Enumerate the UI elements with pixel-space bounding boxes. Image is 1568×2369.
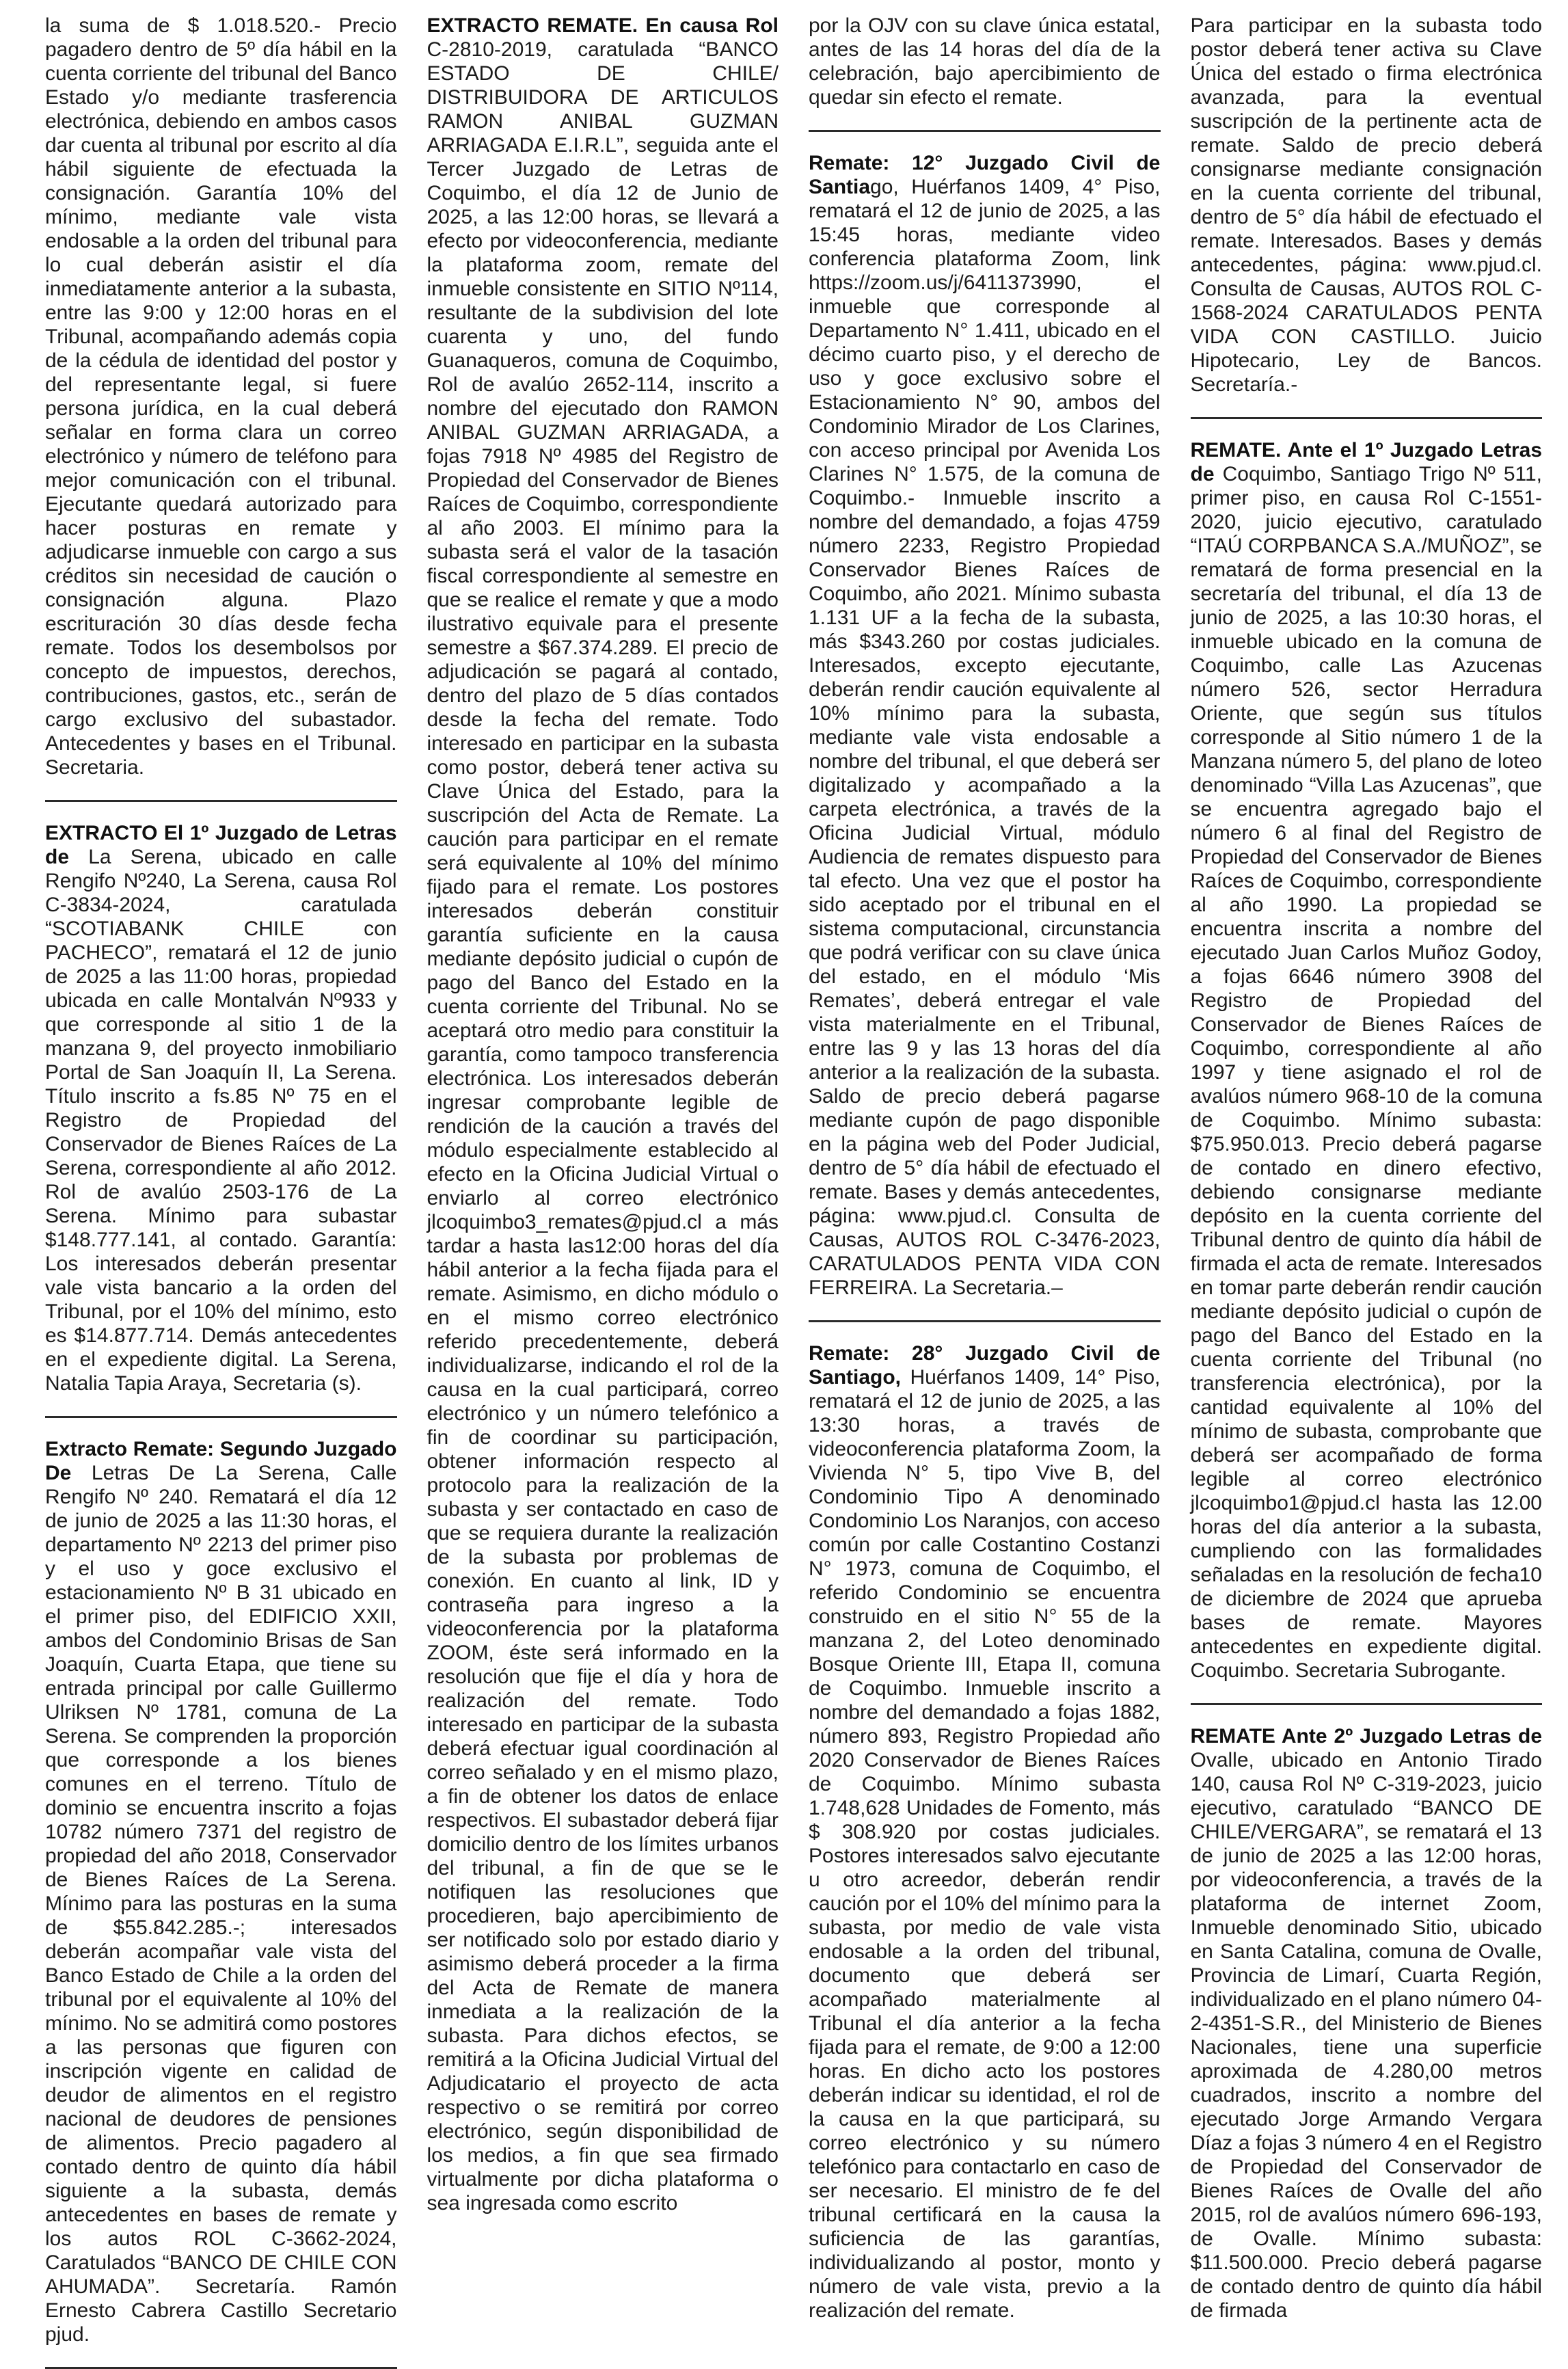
column-1 xyxy=(45,14,397,2346)
notice-heading: Remate: 12° Juzgado Civil de Santia xyxy=(809,152,1161,198)
notice-heading: EXTRACTO El 1º Juzgado de Letras de xyxy=(45,822,397,868)
notice-continuation xyxy=(809,14,1161,109)
notice-body: Coquimbo, Santiago Trigo Nº 511, primer piso, en causa Rol C-1551-2020, juicio ejecutivo, caratulado “ITAÚ CORPBANCA S.A./MUÑOZ”, se rematará de forma presencial en la secretaría del tribunal, el día 13 de junio de 2025, a las 10:30 horas, el inmueble ubicado en la comuna de Coquimbo, calle Las Azucenas número 526, sector Herradura Oriente, que según sus títulos corresponde al Sitio número 1 de la Manzana número 5, del plano de loteo denominado “Villa Las Azucenas”, que se encuentra agregado bajo el número 6 al final del Registro de Propiedad del Conservador de Bienes Raíces de Coquimbo, correspondiente al año 1990. La propiedad se encuentra inscrita a nombre del ejecutado Juan Carlos Muñoz Godoy, a fojas 6646 número 3908 del Registro de Propiedad del Conservador de Bienes Raíces de Coquimbo, correspondiente al año 1997 y tiene asignado el rol de avalúos número 968-10 de la comuna de Coquimbo. Mínimo subasta: $75.950.013. Precio deberá pagarse de contado en dinero efectivo, debiendo consignarse mediante depósito en la cuenta corriente del Tribunal dentro de quinto día hábil de firmada el acta de remate. Interesados en tomar parte deberán rendir caución mediante depósito judicial o cupón de pago del Banco del Estado en la cuenta corriente del Tribunal (no transferencia electrónica), por la cantidad equivalente al 10% del mínimo de subasta, comprobante que deberá ser acompañado de forma legible al correo electrónico jlcoquimbo1@pjud.cl hasta las 12.00 horas del día anterior a la subasta, cumpliendo con las formalidades señaladas en la resolución de fecha10 de diciembre de 2024 que aprueba bases de remate. Mayores antecedentes en expediente digital. Coquimbo. Secretaria Subrogante. xyxy=(1190,463,1542,1682)
notice-coquimbo-3 xyxy=(427,14,779,2215)
notice-body: Para participar en la subasta todo postor deberá tener activa su Clave Única del estado o firma electrónica avanzada, para la eventual suscripción de la pertinente acta de remate. Saldo de precio deberá consignarse mediante consignación en la cuenta corriente del tribunal, dentro de 5° día hábil de efectuado el remate. Interesados. Bases y demás antecedentes, página: www.pjud.cl. Consulta de Causas, AUTOS ROL C-1568-2024 CARATULADOS PENTA VIDA CON CASTILLO. Juicio Hipotecario, Ley de Bancos. Secretaría.- xyxy=(1190,14,1542,396)
notice-separator xyxy=(1191,1703,1543,1705)
notice-separator xyxy=(45,800,397,802)
notice-body: go, Huérfanos 1409, 4° Piso, rematará el 12 de junio de 2025, a las 15:45 horas, mediante video conferencia plataforma Zoom, link https://zoom.us/j/6411373990, el inmueble que corresponde al Departamento N° 1.411, ubicado en el décimo cuarto piso, y el derecho de uso y goce exclusivo sobre el Estacionamiento N° 90, ambos del Condominio Mirador de Los Clarines, con acceso principal por Avenida Los Clarines N° 1.575, de la comuna de Coquimbo.- Inmueble inscrito a nombre del demandado, a fojas 4759 número 2233, Registro Propiedad Conservador Bienes Raíces de Coquimbo, año 2021. Mínimo subasta 1.131 UF a la fecha de la subasta, más $343.260 por costas judiciales. Interesados, excepto ejecutante, deberán rendir caución equivalente al 10% mínimo para la subasta, mediante vale vista endosable a nombre del tribunal, el que deberá ser digitalizado y acompañado a la carpeta electrónica, a través de la Oficina Judicial Virtual, módulo Audiencia de remates dispuesto para tal efecto. Una vez que el postor ha sido aceptado por el tribunal en el sistema computacional, circunstancia que podrá verificar con su clave única del estado, en el módulo ‘Mis Remates’, deberá entregar el vale vista materialmente en el Tribunal, entre las 9 y las 13 horas del día anterior a la realización de la subasta. Saldo de precio deberá pagarse mediante cupón de pago disponible en la página web del Poder Judicial, dentro de 5° día hábil de efectuado el remate. Bases y demás antecedentes, página: www.pjud.cl. Consulta de Causas, AUTOS ROL C-3476-2023, CARATULADOS PENTA VIDA CON FERREIRA. La Secretaria.– xyxy=(809,176,1161,1299)
notice-heading: REMATE. Ante el 1º Juzgado Letras de xyxy=(1190,439,1542,485)
column-3 xyxy=(809,14,1161,2322)
notice-body: Huérfanos 1409, 14° Piso, rematará el 12 de junio de 2025, a las 13:30 horas, a través de videoconferencia plataforma Zoom, la Vivienda N° 5, tipo Vive B, del Condominio Tipo A denominado Condominio Los Naranjos, con acceso común por calle Costantino Costanzi N° 1973, comuna de Coquimbo, el referido Condominio se encuentra construido en el sitio N° 55 de la manzana 2, del Loteo denominado Bosque Oriente III, Etapa II, comuna de Coquimbo. Inmueble inscrito a nombre del demandado a fojas 1882, número 893, Registro Propiedad año 2020 Conservador de Bienes Raíces de Coquimbo. Mínimo subasta 1.748,628 Unidades de Fomento, más $ 308.920 por costas judiciales. Postores interesados salvo ejecutante u otro acreedor, deberán rendir caución por el 10% del mínimo para la subasta, por medio de vale vista endosable a la orden del tribunal, documento que deberá ser acompañado materialmente al Tribunal el día anterior a la fecha fijada para el remate, de 9:00 a 12:00 horas. En dicho acto los postores deberán indicar su identidad, el rol de la causa en la que participará, su correo electrónico y su número telefónico para contactarlo en caso de ser necesario. El ministro de fe del tribunal certificará en la causa la suficiencia de las garantías, individualizando al postor, monto y número de vale vista, previo a la realización del remate. xyxy=(809,1366,1161,2322)
notice-la-serena-2 xyxy=(45,1437,397,2346)
notice-separator xyxy=(809,130,1161,132)
notice-body: C-2810-2019, caratulada “BANCO ESTADO DE CHILE/ DISTRIBUIDORA DE ARTICULOS RAMON ANIBAL GUZMAN ARRIAGADA E.I.R.L”, seguida ante el Tercer Juzgado de Letras de Coquimbo, el día 12 de Junio de 2025, a las 12:00 horas, se llevará a efecto por videoconferencia, mediante la plataforma zoom, remate del inmueble consistente en SITIO Nº114, resultante de la subdivision del lote cuarenta y uno, del fundo Guanaqueros, comuna de Coquimbo, Rol de avalúo 2652-114, inscrito a nombre del ejecutado don RAMON ANIBAL GUZMAN ARRIAGADA, a fojas 7918 Nº 4985 del Registro de Propiedad del Conservador de Bienes Raíces de Coquimbo, correspondiente al año 2003. El mínimo para la subasta será el valor de la tasación fiscal correspondiente al semestre en que se realice el remate y que a modo ilustrativo equivale para el presente semestre a $67.374.289. El precio de adjudicación se pagará al contado, dentro del plazo de 5 días contados desde la fecha del remate. Todo interesado en participar en la subasta como postor, deberá tener activa su Clave Única del Estado, para la suscripción del Acta de Remate. La caución para participar en el remate será equivalente al 10% del mínimo fijado para el remate. Los postores interesados deberán constituir garantía suficiente en la causa mediante depósito judicial o cupón de pago del Banco del Estado en la cuenta corriente del Tribunal. No se aceptará otro medio para constituir la garantía, como tampoco transferencia electrónica. Los interesados deberán ingresar comprobante legible de rendición de la caución a través del módulo especialmente establecido al efecto en la Oficina Judicial Virtual o enviarlo al correo electrónico jlcoquimbo3_remates@pjud.cl a más tardar a hasta las12:00 horas del día hábil anterior a la fecha fijada para el remate. Asimismo, en dicho módulo o en el mismo correo electrónico referido precedentemente, deberá individualizarse, indicando el rol de la causa en la cual participará, correo electrónico y un número telefónico a fin de coordinar su participación, obtener información respecto al protocolo para la realización de la subasta y ser contactado en caso de que se requiera durante la realización de la subasta por problemas de conexión. En cuanto al link, ID y contraseña para ingreso a la videoconferencia por la plataforma ZOOM, éste será informado en la resolución que fije el día y hora de realización del remate. Todo interesado en participar de la subasta deberá efectuar igual coordinación al correo señalado y en el mismo plazo, a fin de obtener los datos de enlace respectivos. El subastador deberá fijar domicilio dentro de los límites urbanos del tribunal, a fin de que se le notifiquen las resoluciones que procedieren, bajo apercibimiento de ser notificado solo por estado diario y asimismo deberá proceder a la firma del Acta de Remate de manera inmediata a la realización de la subasta. Para dichos efectos, se remitirá a la Oficina Judicial Virtual del Adjudicatario el proyecto de acta respectivo o se remitirá por correo electrónico, según disponibilidad de los medios, a fin que sea firmado virtualmente por dicha plataforma o sea ingresada como escrito xyxy=(427,38,779,2214)
column-4 xyxy=(1190,14,1543,2322)
notice-body: Ovalle, ubicado en Antonio Tirado 140, causa Rol Nº C-319-2023, juicio ejecutivo, caratulado “BANCO DE CHILE/VERGARA”, se rematará el 13 de junio de 2025 a las 12:00 horas, por videoconferencia, a través de la plataforma de internet Zoom, Inmueble denominado Sitio, ubicado en Santa Catalina, comuna de Ovalle, Provincia de Limarí, Cuarta Región, individualizado en el plano número 04-2-4351-S.R., del Ministerio de Bienes Nacionales, tiene una superficie aproximada de 4.280,00 metros cuadrados, inscrito a nombre del ejecutado Jorge Armando Vergara Díaz a fojas 3 número 4 en el Registro de Propiedad del Conservador de Bienes Raíces de Ovalle del año 2015, rol de avalúos número 696-193, de Ovalle. Mínimo subasta: $11.500.000. Precio deberá pagarse de contado dentro de quinto día hábil de firmada xyxy=(1190,1749,1542,2322)
notice-santiago-28 xyxy=(809,1341,1161,2323)
notice-la-serena-1 xyxy=(45,821,397,1395)
notice-heading: EXTRACTO REMATE. En causa Rol xyxy=(427,14,779,37)
notice-heading: REMATE Ante 2º Juzgado Letras de xyxy=(1190,1725,1542,1748)
notice-coquimbo-1 xyxy=(1191,438,1543,1683)
column-2 xyxy=(427,14,779,2214)
notice-heading: Extracto Remate: Segundo Juzgado De xyxy=(45,1438,397,1484)
notice-body: la suma de $ 1.018.520.- Precio pagadero dentro de 5º día hábil en la cuenta corriente del tribunal del Banco Estado y/o mediante trasferencia electrónica, debiendo en ambos casos dar cuenta al tribunal por escrito al día hábil siguiente de efectuada la consignación. Garantía 10% del mínimo, mediante vale vista endosable a la orden del tribunal para lo cual deberán asistir el día inmediatamente anterior a la subasta, entre las 9:00 y 12:00 horas en el Tribunal, acompañando además copia de la cédula de identidad del postor y del representante legal, si fuere persona jurídica, en la cual deberá señalar en forma clara un correo electrónico y número de teléfono para mejor comunicación con el tribunal. Ejecutante quedará autorizado para hacer posturas en remate y adjudicarse inmueble con cargo a sus créditos sin necesidad de caución o consignación alguna. Plazo escrituración 30 días desde fecha remate. Todos los desembolsos por concepto de impuestos, derechos, contribuciones, gastos, etc., serán de cargo exclusivo del subastador. Antecedentes y bases en el Tribunal. Secretaria. xyxy=(45,14,397,779)
notice-heading: Remate: 28° Juzgado Civil de Santiago, xyxy=(809,1342,1161,1389)
notice-separator xyxy=(1191,417,1543,419)
notice-ovalle-2 xyxy=(1191,1724,1543,2323)
notice-separator xyxy=(45,1416,397,1418)
notice-santiago-12 xyxy=(809,151,1161,1300)
notice-body: La Serena, ubicado en calle Rengifo Nº240, La Serena, causa Rol C-3834-2024, caratulada “SCOTIABANK CHILE con PACHECO”, rematará el 12 de junio de 2025 a las 11:00 horas, propiedad ubicada en calle Montalván Nº933 y que corresponde al sitio 1 de la manzana 9, del proyecto inmobiliario Portal de San Joaquín II, La Serena. Título inscrito a fs.85 Nº 75 en el Registro de Propiedad del Conservador de Bienes Raíces de La Serena, correspondiente al año 2012. Rol de avalúo 2503-176 de La Serena. Mínimo para subastar $148.777.141, al contado. Garantía: Los interesados deberán presentar vale vista bancario a la orden del Tribunal, por el 10% del mínimo, esto es $14.877.714. Demás antecedentes en el expediente digital. La Serena, Natalia Tapia Araya, Secretaria (s). xyxy=(45,846,397,1395)
notice-separator xyxy=(809,1320,1161,1322)
notice-body: por la OJV con su clave única estatal, antes de las 14 horas del día de la celebración, bajo apercibimiento de quedar sin efecto el remate. xyxy=(809,14,1161,109)
notice-body: Letras De La Serena, Calle Rengifo Nº 240. Rematará el día 12 de junio de 2025 a las 11:30 horas, el departamento Nº 2213 del primer piso y el uso y goce exclusivo el estacionamiento Nº B 31 ubicado en el primer piso, del EDIFICIO XXII, ambos del Condominio Brisas de San Joaquín, Cuarta Etapa, que tiene su entrada principal por calle Guillermo Ulriksen Nº 1781, comuna de La Serena. Se comprenden la proporción que corresponde a los bienes comunes en el terreno. Título de dominio se encuentra inscrito a fojas 10782 número 7371 del registro de propiedad del año 2018, Conservador de Bienes Raíces de La Serena. Mínimo para las posturas en la suma de $55.842.285.-; interesados deberán acompañar vale vista del Banco Estado de Chile a la orden del tribunal por el equivalente al 10% del mínimo. No se admitirá como postores a las personas que figuren con inscripción vigente en calidad de deudor de alimentos en el registro nacional de deudores de pensiones de alimentos. Precio pagadero al contado dentro de quinto día hábil siguiente a la subasta, demás antecedentes en bases de remate y los autos ROL C-3662-2024, Caratulados “BANCO DE CHILE CON AHUMADA”. Secretaría. Ramón Ernesto Cabrera Castillo Secretario pjud. xyxy=(45,1462,397,2346)
notice-continuation xyxy=(1191,14,1543,397)
notice-continuation xyxy=(45,14,397,779)
